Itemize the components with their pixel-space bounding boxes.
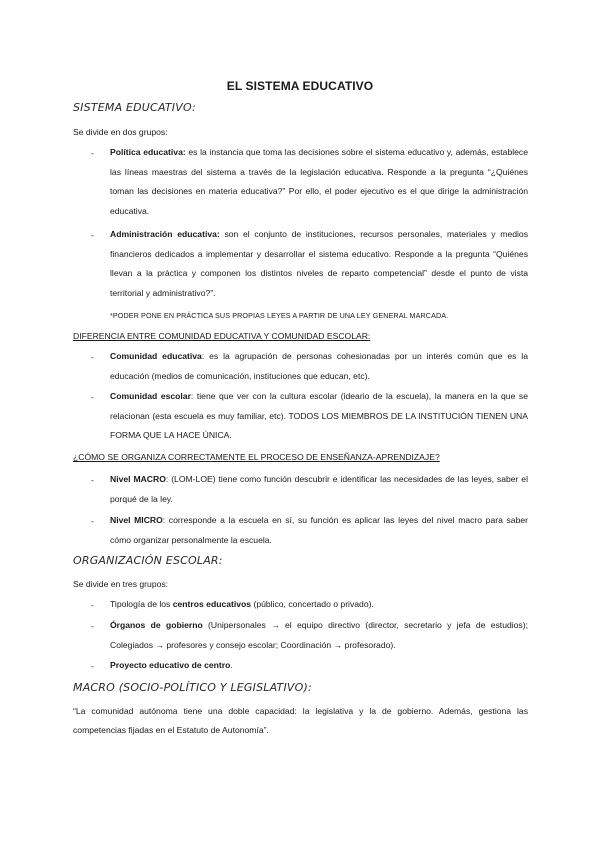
section-heading-macro: MACRO (SOCIO-POLÍTICO Y LEGISLATIVO): — [73, 681, 312, 694]
item-description: (Unipersonales → el equipo directivo (director, secretario y jefa de estudios); Colegiados → profesores y consejo escolar; Coordinación → profesorado). — [110, 620, 528, 650]
item-term: Nivel MICRO — [110, 515, 163, 525]
item-term: Comunidad escolar — [110, 391, 191, 401]
section-intro-sistema: Se divide en dos grupos: — [73, 127, 168, 137]
item-description: (público, concertado o privado). — [251, 599, 374, 609]
item-description: es la instancia que toma las decisiones sobre el sistema educativo y, además, establece las líneas maestras del sistema a través de la legislación educativa. Responde a la pregunta “¿Quiénes toman las decisiones en materia educativa?” Por ello, el poder ejecutivo es el que dirige la administración educativa. — [110, 147, 528, 216]
bullet-dash: - — [91, 475, 94, 485]
bullet-dash: - — [91, 392, 94, 402]
list-item — [110, 470, 528, 509]
item-description: son el conjunto de instituciones, recursos personales, materiales y medios financieros dedicados a implementar y desarrollar el sistema educativo. Responde a la pregunta “Quiénes llevan a la práctica y componen los distintos niveles de reparto competencial” desde el punto de vista territorial y administrativo?”. — [110, 229, 529, 298]
section-heading-organizacion: ORGANIZACIÓN ESCOLAR: — [73, 554, 223, 567]
list-item — [110, 347, 528, 386]
quote-text: “La comunidad autónoma tiene una doble capacidad: la legislativa y la de gobierno. Además, gestiona las competencias fijadas en el Estatuto de Autonomía”. — [73, 706, 528, 735]
section-heading-organiza: ¿CÓMO SE ORGANIZA CORRECTAMENTE EL PROCESO DE ENSEÑANZA-APRENDIZAJE? — [73, 452, 440, 462]
list-item — [110, 595, 528, 615]
bullet-dash: - — [91, 600, 94, 610]
list-item — [110, 656, 528, 676]
list-item — [110, 616, 528, 655]
item-term: Comunidad educativa — [110, 351, 202, 361]
section-intro-organizacion: Se divide en tres grupos: — [73, 579, 169, 589]
bullet-dash: - — [91, 230, 94, 240]
item-description: : corresponde a la escuela en sí, su función es aplicar las leyes del nivel macro para saber cómo organizar personalmente la escuela. — [110, 515, 528, 545]
item-description: . — [230, 660, 233, 670]
item-term: centros educativos — [172, 599, 252, 609]
section-heading-sistema: SISTEMA EDUCATIVO: — [73, 101, 196, 114]
item-description: : (LOM-LOE) tiene como función descubrir e identificar las necesidades de las leyes, saber el porqué de la ley. — [110, 474, 528, 504]
list-item — [110, 225, 528, 303]
bullet-dash: - — [91, 621, 94, 631]
item-description: : es la agrupación de personas cohesionadas por un interés común que es la educación (medios de comunicación, instituciones que educan, etc). — [110, 351, 528, 381]
item-description: : tiene que ver con la cultura escolar (ideario de la escuela), la manera en la que se relacionan (esta escuela es muy familiar, etc). TODOS LOS MIEMBROS DE LA INSTITUCIÓN TIENEN UNA FORMA QUE LA HACE ÚNICA. — [110, 391, 528, 440]
item-term: Órganos de gobierno — [110, 620, 203, 630]
bullet-dash: - — [91, 148, 94, 158]
item-term: Política educativa: — [110, 147, 186, 157]
list-item — [110, 143, 528, 221]
bullet-dash: - — [91, 352, 94, 362]
bullet-dash: - — [91, 516, 94, 526]
list-item — [110, 387, 528, 446]
note-text: *PODER PONE EN PRÁCTICA SUS PROPIAS LEYES A PARTIR DE UNA LEY GENERAL MARCADA. — [110, 311, 449, 320]
item-term: Proyecto educativo de centro — [110, 660, 231, 670]
item-term: Nivel MACRO — [110, 474, 166, 484]
item-term: Administración educativa: — [110, 229, 220, 239]
bullet-dash: - — [91, 661, 94, 671]
item-prefix: Tipología de los — [110, 599, 173, 609]
section-heading-diferencia: DIFERENCIA ENTRE COMUNIDAD EDUCATIVA Y COMUNIDAD ESCOLAR: — [73, 331, 371, 341]
list-item — [110, 511, 528, 550]
page-title: EL SISTEMA EDUCATIVO — [226, 79, 374, 93]
